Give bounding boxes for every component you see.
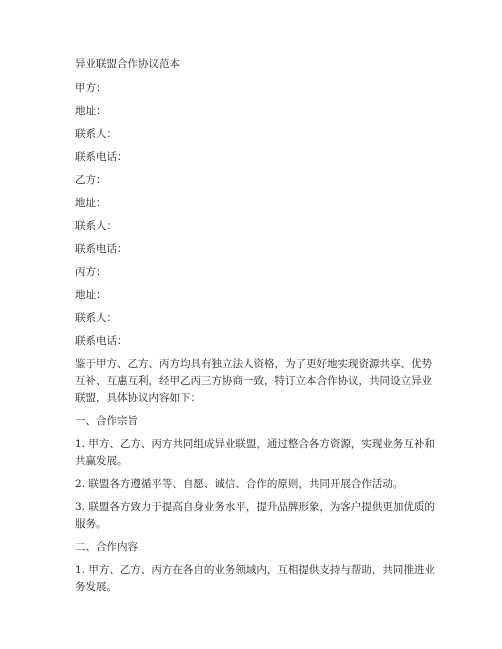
- party-a-contact: 联系人：: [75, 128, 117, 140]
- section1-heading: 一、合作宗旨: [75, 415, 138, 427]
- section1-item2: 2. 联盟各方遵循平等、自愿、诚信、合作的原则，共同开展合作活动。: [75, 478, 404, 490]
- section1-item3: 3. 联盟各方致力于提高自身业务水平，提升品牌形象，为客户提供更加优质的服务。: [75, 501, 435, 530]
- document-title: 异业联盟合作协议范本: [75, 58, 180, 70]
- party-b-address: 地址：: [75, 197, 107, 209]
- section2-heading: 二、合作内容: [75, 541, 138, 553]
- party-c-address: 地址：: [75, 289, 107, 301]
- party-c-phone: 联系电话：: [75, 335, 128, 347]
- section2-item1: 1. 甲方、乙方、丙方在各自的业务领域内，互相提供支持与帮助，共同推进业务发展。: [75, 564, 435, 593]
- party-c-contact: 联系人：: [75, 312, 117, 324]
- party-a-label: 甲方：: [75, 82, 107, 94]
- party-b-phone: 联系电话：: [75, 243, 128, 255]
- party-a-phone: 联系电话：: [75, 151, 128, 163]
- preamble-paragraph: 鉴于甲方、乙方、丙方均具有独立法人资格，为了更好地实现资源共享、优势互补、互惠互利，经甲乙丙三方协商一致，特订立本合作协议，共同设立异业联盟，具体协议内容如下：: [75, 358, 432, 404]
- party-b-contact: 联系人：: [75, 220, 117, 232]
- party-c-label: 丙方：: [75, 266, 107, 278]
- section1-item1: 1. 甲方、乙方、丙方共同组成异业联盟，通过整合各方资源，实现业务互补和共赢发展。: [75, 438, 435, 467]
- party-a-address: 地址：: [75, 105, 107, 117]
- party-b-label: 乙方：: [75, 174, 107, 186]
